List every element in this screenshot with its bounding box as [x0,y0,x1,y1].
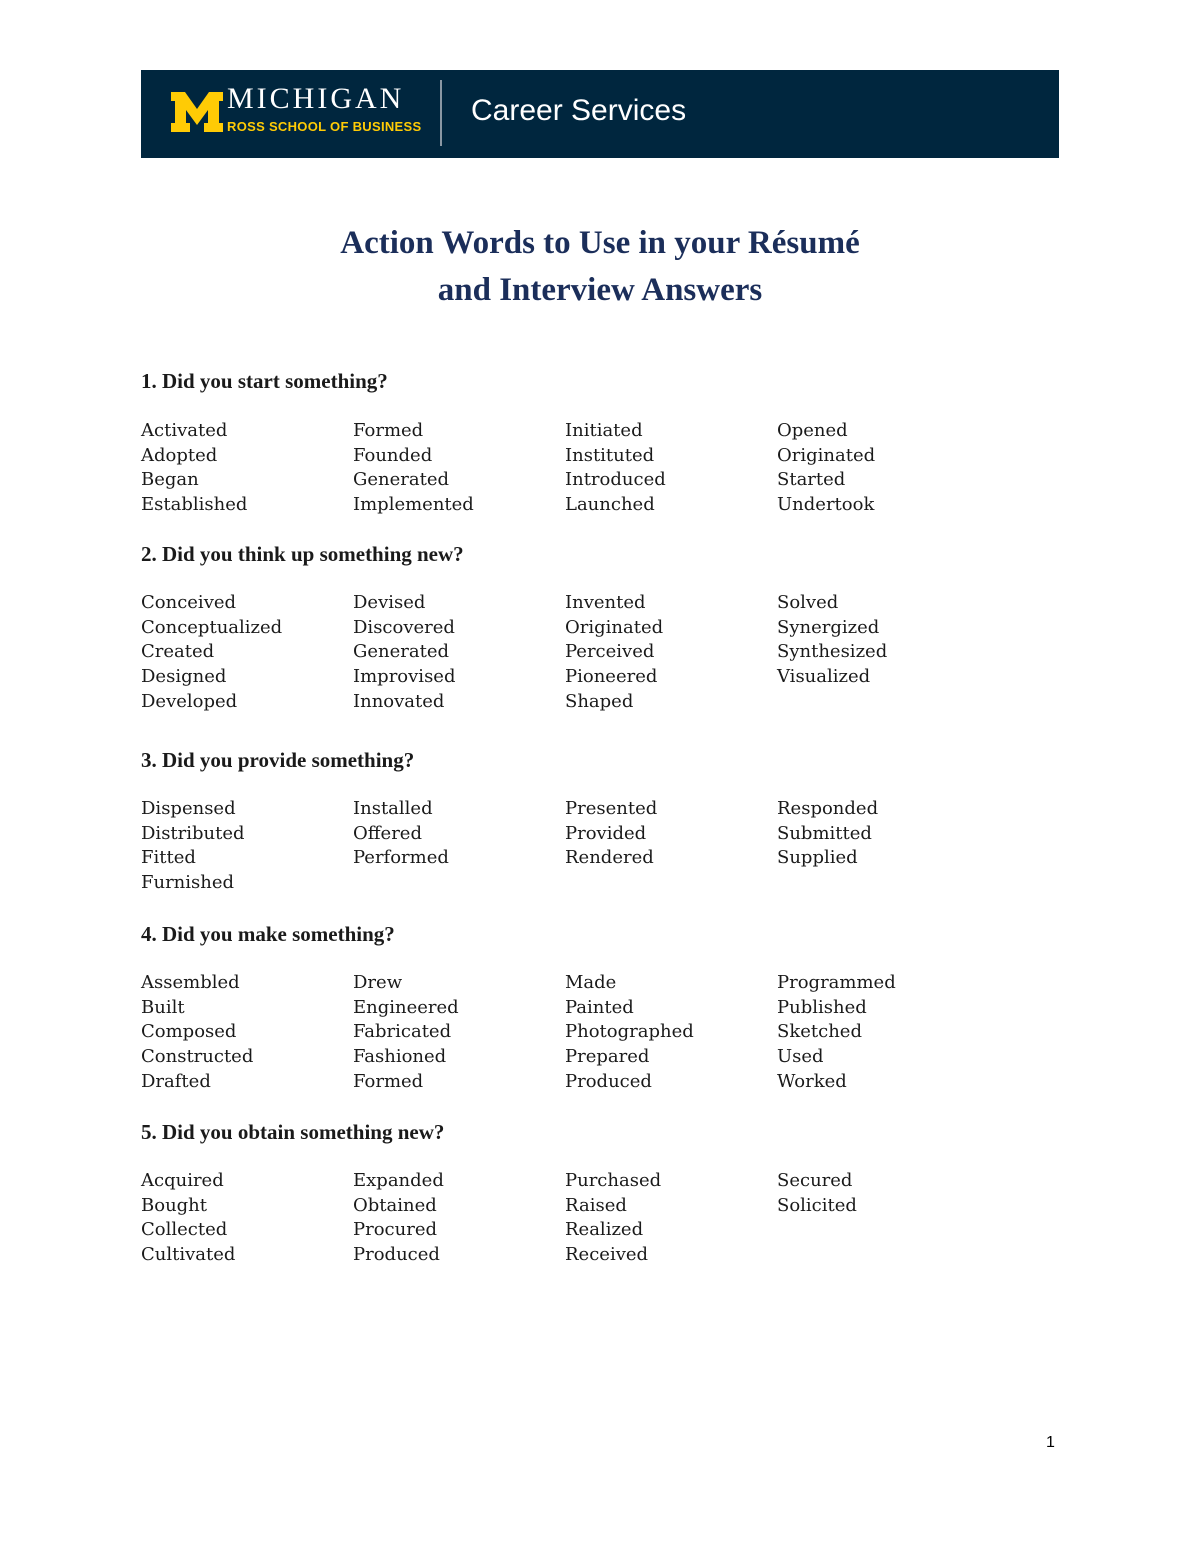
action-word: Developed [141,690,238,712]
action-word: Furnished [141,872,235,894]
action-word: Founded [353,444,433,466]
action-word: Purchased [565,1170,662,1191]
word-column [141,1169,353,1268]
title-line-2: and Interview Answers [437,272,763,308]
header-banner [141,70,1059,158]
action-word: Supplied [777,847,858,869]
action-word: Launched [565,494,655,516]
action-word: Rendered [565,847,654,869]
action-word: Created [141,641,215,663]
action-word: Conceptualized [141,616,283,638]
action-word: Innovated [353,690,445,712]
action-word: Activated [141,420,228,441]
action-word: Fashioned [353,1046,447,1068]
word-column [565,797,777,896]
word-column [565,971,777,1095]
action-word: Synthesized [777,641,888,663]
section-heading-start: 1. Did you start something? [141,369,388,393]
action-word: Generated [353,469,450,491]
action-word: Adopted [141,444,218,466]
logo-wordmark: MICHIGAN [227,82,405,115]
word-column [565,591,777,715]
action-word: Initiated [565,420,643,441]
action-word: Drew [353,972,403,993]
action-word: Devised [353,592,426,613]
action-word: Solved [777,592,839,613]
action-word: Collected [141,1219,228,1241]
action-word: Assembled [141,972,240,993]
action-word: Acquired [141,1170,224,1191]
action-word: Opened [777,420,848,441]
word-grid-make [141,971,1041,1095]
action-word: Undertook [777,494,875,516]
word-column [141,419,353,518]
action-word: Originated [777,444,876,466]
action-word: Engineered [353,996,459,1018]
word-column [141,971,353,1095]
action-word: Produced [565,1070,652,1092]
action-word: Composed [141,1021,237,1043]
action-word: Improvised [353,666,456,688]
action-word: Invented [565,592,646,613]
section-heading-provide: 3. Did you provide something? [141,748,415,772]
action-word: Discovered [353,616,455,638]
block-m-logo-icon [171,92,223,132]
word-column [777,1169,989,1268]
action-word: Shaped [565,690,634,712]
action-word: Visualized [777,666,871,688]
word-grid-think [141,591,1041,715]
section-heading-think: 2. Did you think up something new? [141,542,464,566]
action-word: Published [777,996,867,1018]
action-word: Originated [565,616,664,638]
action-word: Produced [353,1244,440,1266]
action-word: Fabricated [353,1021,452,1043]
word-grid-obtain [141,1169,1041,1268]
action-word: Painted [565,996,634,1018]
action-word: Began [141,469,199,491]
banner-divider [440,80,442,146]
action-word: Submitted [777,822,872,844]
action-word: Established [141,494,248,516]
section-heading-make: 4. Did you make something? [141,922,395,946]
document-title [0,220,1200,314]
word-column [353,971,565,1095]
action-word: Performed [353,847,449,869]
action-word: Designed [141,666,227,688]
word-grid-provide [141,797,1041,896]
action-word: Received [565,1244,649,1266]
action-word: Installed [353,798,433,819]
action-word: Formed [353,420,424,441]
action-word: Formed [353,1070,424,1092]
action-word: Provided [565,822,647,844]
action-word: Offered [353,822,422,844]
word-column [353,797,565,896]
action-word: Drafted [141,1070,211,1092]
page-number: 1 [1046,1434,1055,1451]
title-line-1: Action Words to Use in your Résumé [340,225,860,261]
section-heading-obtain: 5. Did you obtain something new? [141,1120,445,1144]
word-grid-start [141,419,1041,518]
action-word: Built [141,996,185,1018]
word-column [353,1169,565,1268]
action-word: Implemented [353,494,474,516]
action-word: Instituted [565,444,655,466]
action-word: Programmed [777,972,896,993]
logo-subtitle: ROSS SCHOOL OF BUSINESS [227,119,422,134]
action-word: Used [777,1046,824,1068]
service-name: Career Services [471,94,687,127]
action-word: Distributed [141,822,245,844]
action-word: Made [565,972,617,993]
word-column [777,971,989,1095]
action-word: Obtained [353,1194,437,1216]
word-column [777,797,989,896]
action-word: Expanded [353,1170,444,1191]
action-word: Dispensed [141,798,236,819]
word-column [777,591,989,715]
action-word: Introduced [565,469,666,491]
action-word: Started [777,469,846,491]
action-word: Bought [141,1194,208,1216]
word-column [141,797,353,896]
word-column [141,591,353,715]
action-word: Realized [565,1219,644,1241]
word-column [565,1169,777,1268]
action-word: Constructed [141,1046,254,1068]
action-word: Sketched [777,1021,862,1043]
word-column [777,419,989,518]
action-word: Perceived [565,641,655,663]
action-word: Worked [777,1070,847,1092]
action-word: Presented [565,798,658,819]
action-word: Conceived [141,592,237,613]
word-column [353,419,565,518]
action-word: Fitted [141,847,196,869]
word-column [565,419,777,518]
word-column [353,591,565,715]
action-word: Cultivated [141,1244,236,1266]
action-word: Secured [777,1170,853,1191]
action-word: Solicited [777,1194,857,1216]
action-word: Prepared [565,1046,650,1068]
action-word: Raised [565,1194,627,1216]
action-word: Synergized [777,616,880,638]
action-word: Generated [353,641,450,663]
action-word: Photographed [565,1021,694,1043]
action-word: Responded [777,798,879,819]
action-word: Procured [353,1219,438,1241]
action-word: Pioneered [565,666,658,688]
